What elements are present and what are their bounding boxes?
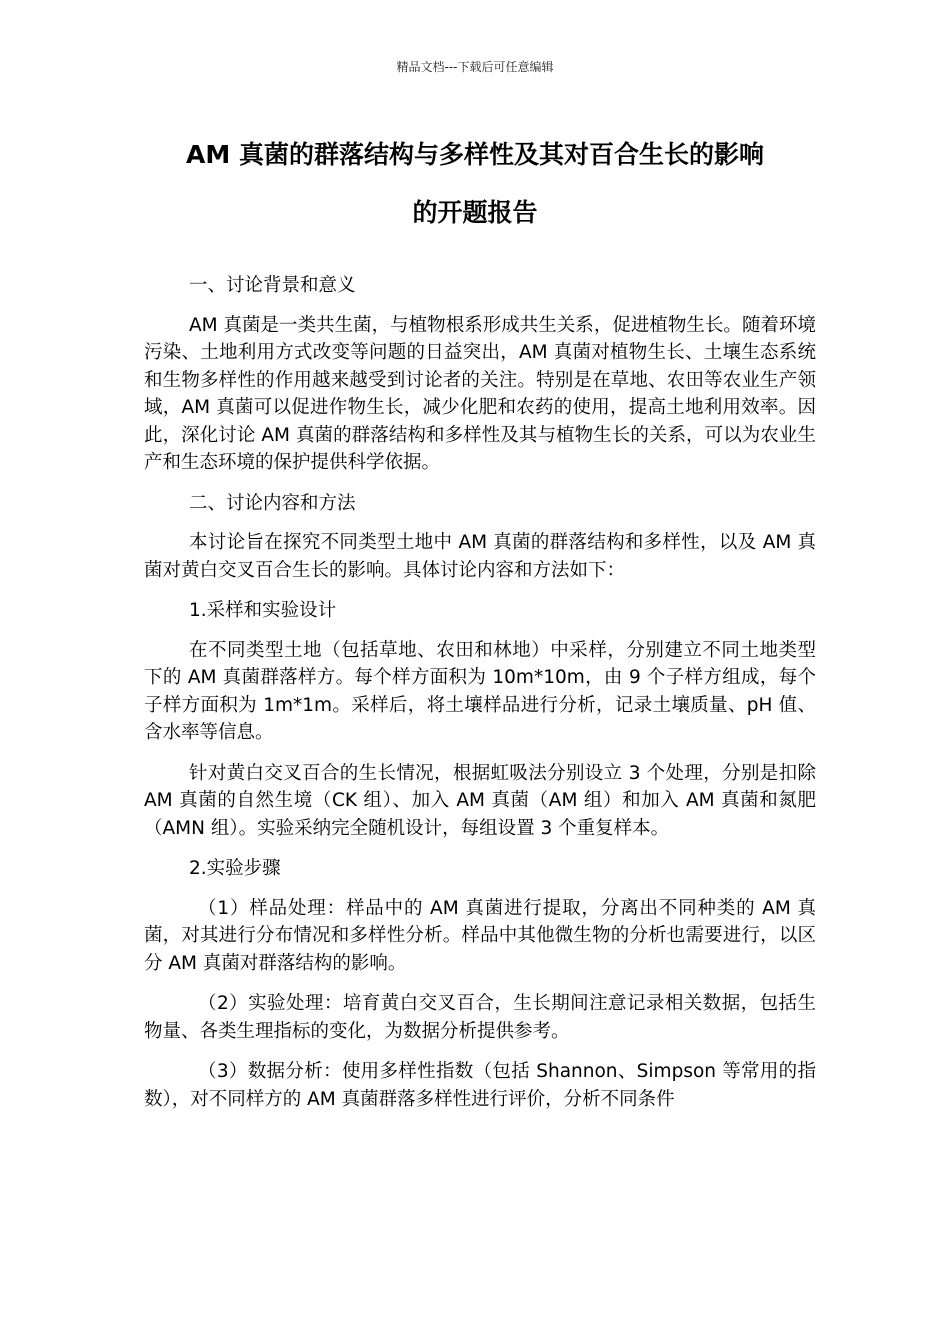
step-2-paragraph: （2）实验处理：培育黄白交叉百合，生长期间注意记录相关数据，包括生物量、各类生理指标的变化，为数据分析提供参考。 (144, 993, 816, 1042)
section-2-intro-paragraph: 本讨论旨在探究不同类型土地中 AM 真菌的群落结构和多样性，以及 AM 真菌对黄白交叉百合生长的影响。具体讨论内容和方法如下： (144, 532, 816, 581)
subsection-1-heading: 1.采样和实验设计 (189, 600, 337, 621)
section-2-heading: 二、讨论内容和方法 (189, 492, 356, 514)
step-1-paragraph: （1）样品处理：样品中的 AM 真菌进行提取，分离出不同种类的 AM 真菌，对其进行分布情况和多样性分析。样品中其他微生物的分析也需要进行，以区分 AM 真菌对群落结构的影响。 (144, 897, 816, 974)
subsection-1-paragraph-2: 针对黄白交叉百合的生长情况，根据虹吸法分别设立 3 个处理，分别是扣除 AM 真菌的自然生境（CK 组）、加入 AM 真菌（AM 组）和加入 AM 真菌和氮肥（AMN 组）。实验采纳完全随机设计，每组设置 3 个重复样本。 (144, 762, 816, 839)
section-1-heading: 一、讨论背景和意义 (189, 275, 356, 296)
document-body (144, 272, 816, 1126)
document-title-line-2: 的开题报告 (412, 198, 538, 227)
step-3-paragraph: （3）数据分析：使用多样性指数（包括 Shannon、Simpson 等常用的指数），对不同样方的 AM 真菌群落多样性进行评价，分析不同条件 (144, 1061, 816, 1110)
subsection-2-heading: 2.实验步骤 (189, 858, 281, 879)
page-header-watermark: 精品文档---下载后可任意编辑 (396, 60, 554, 74)
subsection-1-paragraph-1: 在不同类型土地（包括草地、农田和林地）中采样，分别建立不同土地类型下的 AM 真菌群落样方。每个样方面积为 10m*10m，由 9 个子样方组成，每个子样方面积为 1m*1m。采样后，将土壤样品进行分析，记录土壤质量、pH 值、含水率等信息。 (144, 639, 816, 743)
document-title-line-1: AM 真菌的群落结构与多样性及其对百合生长的影响 (186, 140, 764, 169)
section-1-paragraph: AM 真菌是一类共生菌，与植物根系形成共生关系，促进植物生长。随着环境污染、土地利用方式改变等问题的日益突出，AM 真菌对植物生长、土壤生态系统和生物多样性的作用越来越受到讨论者的关注。特别是在草地、农田等农业生产领域，AM 真菌可以促进作物生长，减少化肥和农药的使用，提高土地利用效率。因此，深化讨论 AM 真菌的群落结构和多样性及其与植物生长的关系，可以为农业生产和生态环境的保护提供科学依据。 (144, 314, 816, 473)
